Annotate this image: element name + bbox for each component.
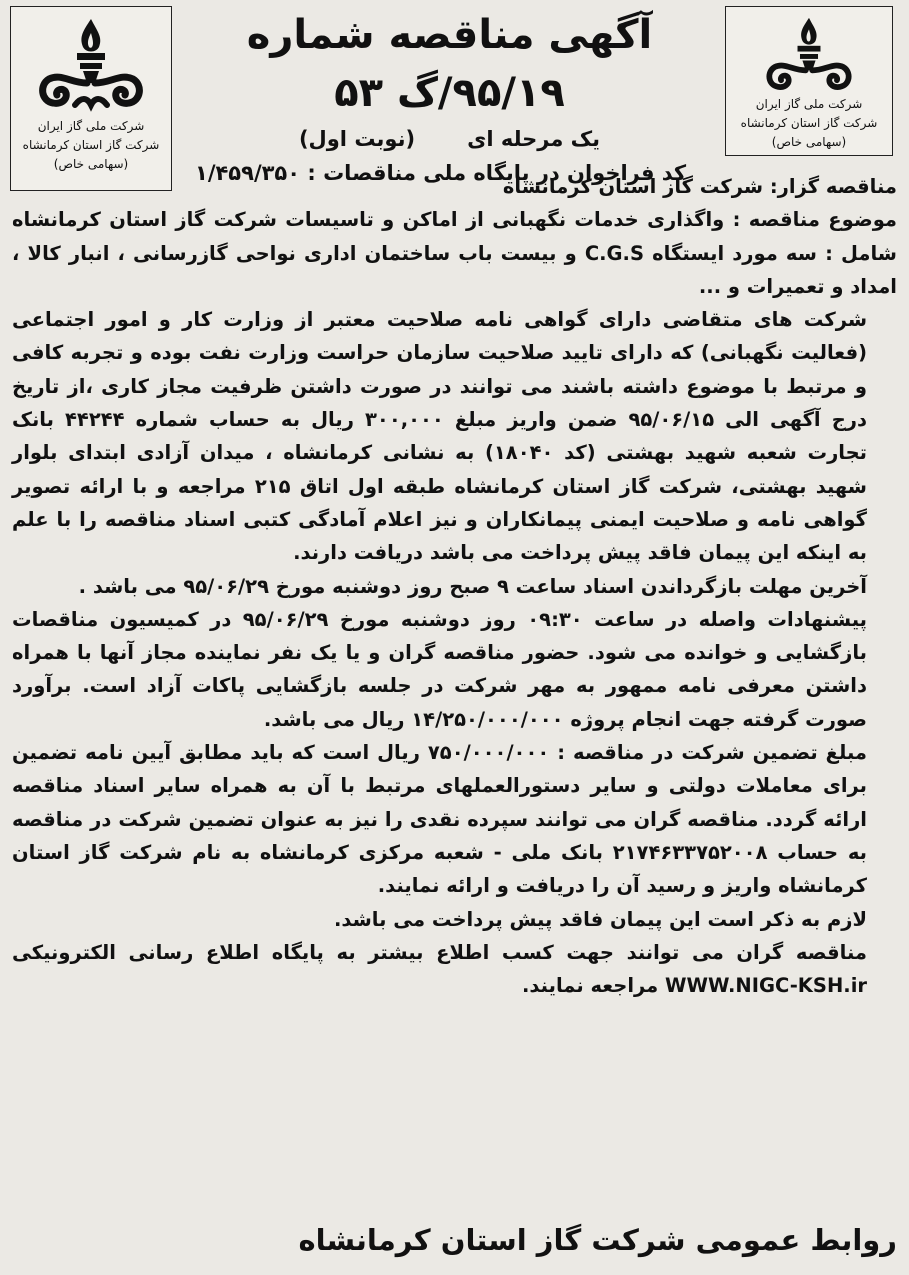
public-relations-signature: روابط عمومی شرکت گاز استان کرمانشاه [298,1223,897,1257]
nigc-flame-logo-icon [759,13,859,95]
tender-type: یک مرحله ای [467,127,601,151]
tender-code-line: کد فراخوان در پایگاه ملی مناقصات : ۱/۴۵۹/۳۵۰ [195,161,687,185]
tender-type-line [185,122,714,156]
tender-organizer: مناقصه گزار: شرکت گاز استان کرمانشاه [502,175,897,198]
company-logo-box-right [725,6,893,156]
no-prepayment-note: لازم به ذکر است این پیمان فاقد پیش پرداخت می باشد. [333,907,867,931]
advertisement-body [12,170,897,1002]
tender-round: (نوبت اول) [298,127,416,151]
logo-company-line-2: شرکت گاز استان کرمانشاه [22,138,160,152]
page-title: آگهی مناقصه شماره ۹۵/۱۹/گ ۵۳ [246,12,653,116]
deadline-paragraph: آخرین مهلت بازگرداندن اسناد ساعت ۹ صبح روز دوشنبه مورخ ۹۵/۰۶/۲۹ می باشد . [78,574,867,598]
logo-company-line-3: (سهامی خاص) [53,157,129,171]
nigc-flame-logo-icon [31,13,151,117]
company-logo-box-left [10,6,172,191]
logo-company-line-3: (سهامی خاص) [771,135,847,149]
advertisement-header [185,6,714,190]
guarantee-paragraph: مبلغ تضمین شرکت در مناقصه : ۷۵۰/۰۰۰/۰۰۰ ریال است که باید مطابق آیین نامه تضمین برای معاملات دولتی و سایر دستورالعملهای مرتبط با آن به همراه سایر اسناد مناقصه ارائه گردد. مناقصه گران می توانند سپرده نقدی را نیز به عنوان تضمین شرکت در مناقصه به حساب ۲۱۷۴۶۳۳۷۵۲۰۰۸ بانک ملی - شعبه مرکزی کرمانشاه به نام شرکت گاز استان کرمانشاه واریز و رسید آن را دریافت و ارائه نمایند. [12,741,868,898]
opening-paragraph: پیشنهادات واصله در ساعت ۰۹:۳۰ روز دوشنبه مورخ ۹۵/۰۶/۲۹ در کمیسیون مناقصات بازگشایی و خوانده می شود. حضور مناقصه گران و یا یک نفر نماینده مجاز آنها با همراه داشتن معرفی نامه ممهور به مهر شرکت در جلسه بازگشایی پاکات آزاد است. برآورد صورت گرفته جهت انجام پروژه ۱۴/۲۵۰/۰۰۰/۰۰۰ ریال می باشد. [12,607,867,731]
eligibility-paragraph: شرکت های متقاضی دارای گواهی نامه صلاحیت معتبر از وزارت کار و امور اجتماعی (فعالیت نگهبانی) که دارای تایید صلاحیت سازمان حراست وزارت نفت بوده و تجربه کافی و مرتبط با موضوع داشته باشند می توانند در صورت داشتن ظرفیت مجاز کاری ،از تاریخ درج آگهی الی ۹۵/۰۶/۱۵ ضمن واریز مبلغ ۳۰۰,۰۰۰ ریال به حساب شماره ۴۴۲۴۴ بانک تجارت شعبه شهید بهشتی (کد ۱۸۰۴۰) به نشانی کرمانشاه ، میدان آزادی ابتدای بلوار شهید بهشتی، شرکت گاز استان کرمانشاه طبقه اول اتاق ۲۱۵ مراجعه و با ارائه تصویر گواهی نامه و صلاحیت ایمنی پیمانکاران و نیز اعلام آمادگی کتبی اسناد مناقصه را با علم به اینکه این پیمان فاقد پیش پرداخت می باشد دریافت دارند. [12,308,868,565]
logo-company-line-1: شرکت ملی گاز ایران [37,119,145,133]
logo-company-line-2: شرکت گاز استان کرمانشاه [740,116,878,130]
more-info-paragraph: مناقصه گران می توانند جهت کسب اطلاع بیشتر به پایگاه اطلاع رسانی الکترونیکی WWW.NIGC-KSH.ir مراجعه نمایند. [12,940,867,998]
tender-subject: موضوع مناقصه : واگذاری خدمات نگهبانی از اماکن و تاسیسات شرکت گاز استان کرمانشاه شامل : سه مورد ایستگاه C.G.S و بیست باب ساختمان اداری نواحی گازرسانی ، انبار کالا ، امداد و تعمیرات و ... [12,208,897,298]
logo-company-line-1: شرکت ملی گاز ایران [755,97,863,111]
